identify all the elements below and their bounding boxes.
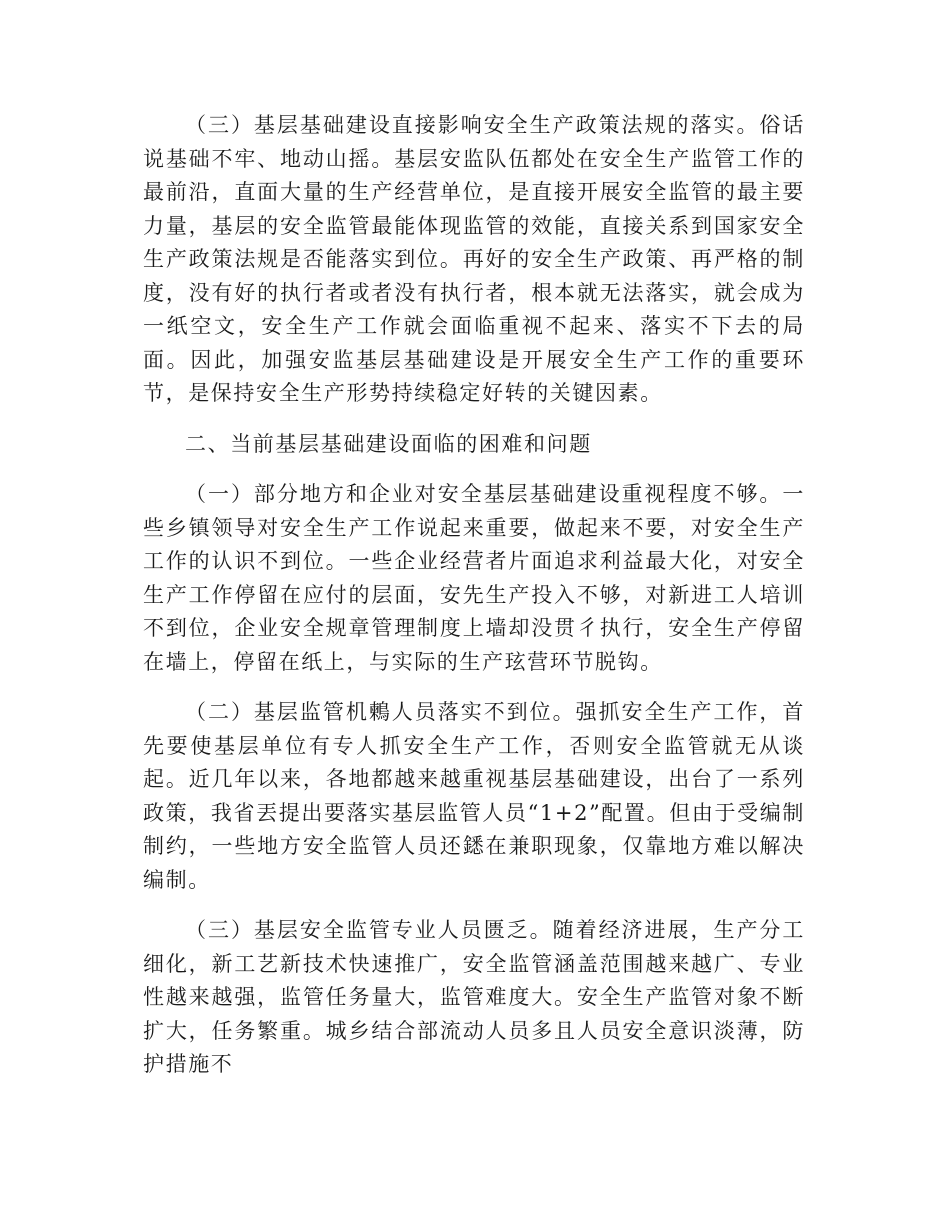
paragraph-foundation-impact: （三）基层基础建设直接影响安全生产政策法规的落实。俗话说基础不牢、地动山摇。基层安监队伍都处在安全生产监管工作的最前沿，直面大量的生产经营单位，是直接开展安全监管的最主要力量，基层的安全监管最能体现监管的效能，直接关系到国家安全生产政策法规是否能落实到位。再好的安全生产政策、再严格的制度，没有好的执行者或者没有执行者，根本就无法落实，就会成为一纸空文，安全生产工作就会面临重视不起来、落实不下去的局面。因此，加强安监基层基础建设是开展安全生产工作的重要环节，是保持安全生产形势持续稳定好转的关键因素。 [143, 113, 805, 405]
paragraph-personnel-not-in-place: （二）基层监管机鶫人员落实不到位。强抓安全生产工作，首先要使基层单位有专人抓安全生产工作，否则安全监管就无从谈起。近几年以来，各地都越来越重视基层基础建设，出台了一系列政策，我省丟提出要落实基层监管人员“1+2”配置。但由于受编制制约，一些地方安全监管人员还鏭在兼职现象，仅靠地方难以解决编制。 [143, 700, 805, 892]
document-body [143, 109, 805, 1099]
paragraph-insufficient-attention: （一）部分地方和企业对安全基层基础建设重视程度不够。一些乡镇领导对安全生产工作说起来重要，做起来不要，对安全生产工作的认识不到位。一些企业经营者片面追求利益最大化，对安全生产工作停留在应付的层面，安先生产投入不够，对新进工人培训不到位，企业安全规章管理制度上墙却没贯彳执行，安全生产停留在墙上，停留在纸上，与实际的生产玹营环节脱钩。 [143, 482, 805, 674]
paragraph-lack-of-professionals: （三）基层安全监管专业人员匮乏。随着经济进展，生产分工细化，新工艺新技术快速推广，安全监管涵盖范围越来越广、专业性越来越强，监管任务量大，监管难度大。安全生产监管对象不断扩大，任务繁重。城乡结合部流动人员多且人员安全意识淡薄，防护措施不 [143, 918, 805, 1076]
section-heading-difficulties: 二、当前基层基础建设面临的困难和问题 [185, 431, 592, 456]
